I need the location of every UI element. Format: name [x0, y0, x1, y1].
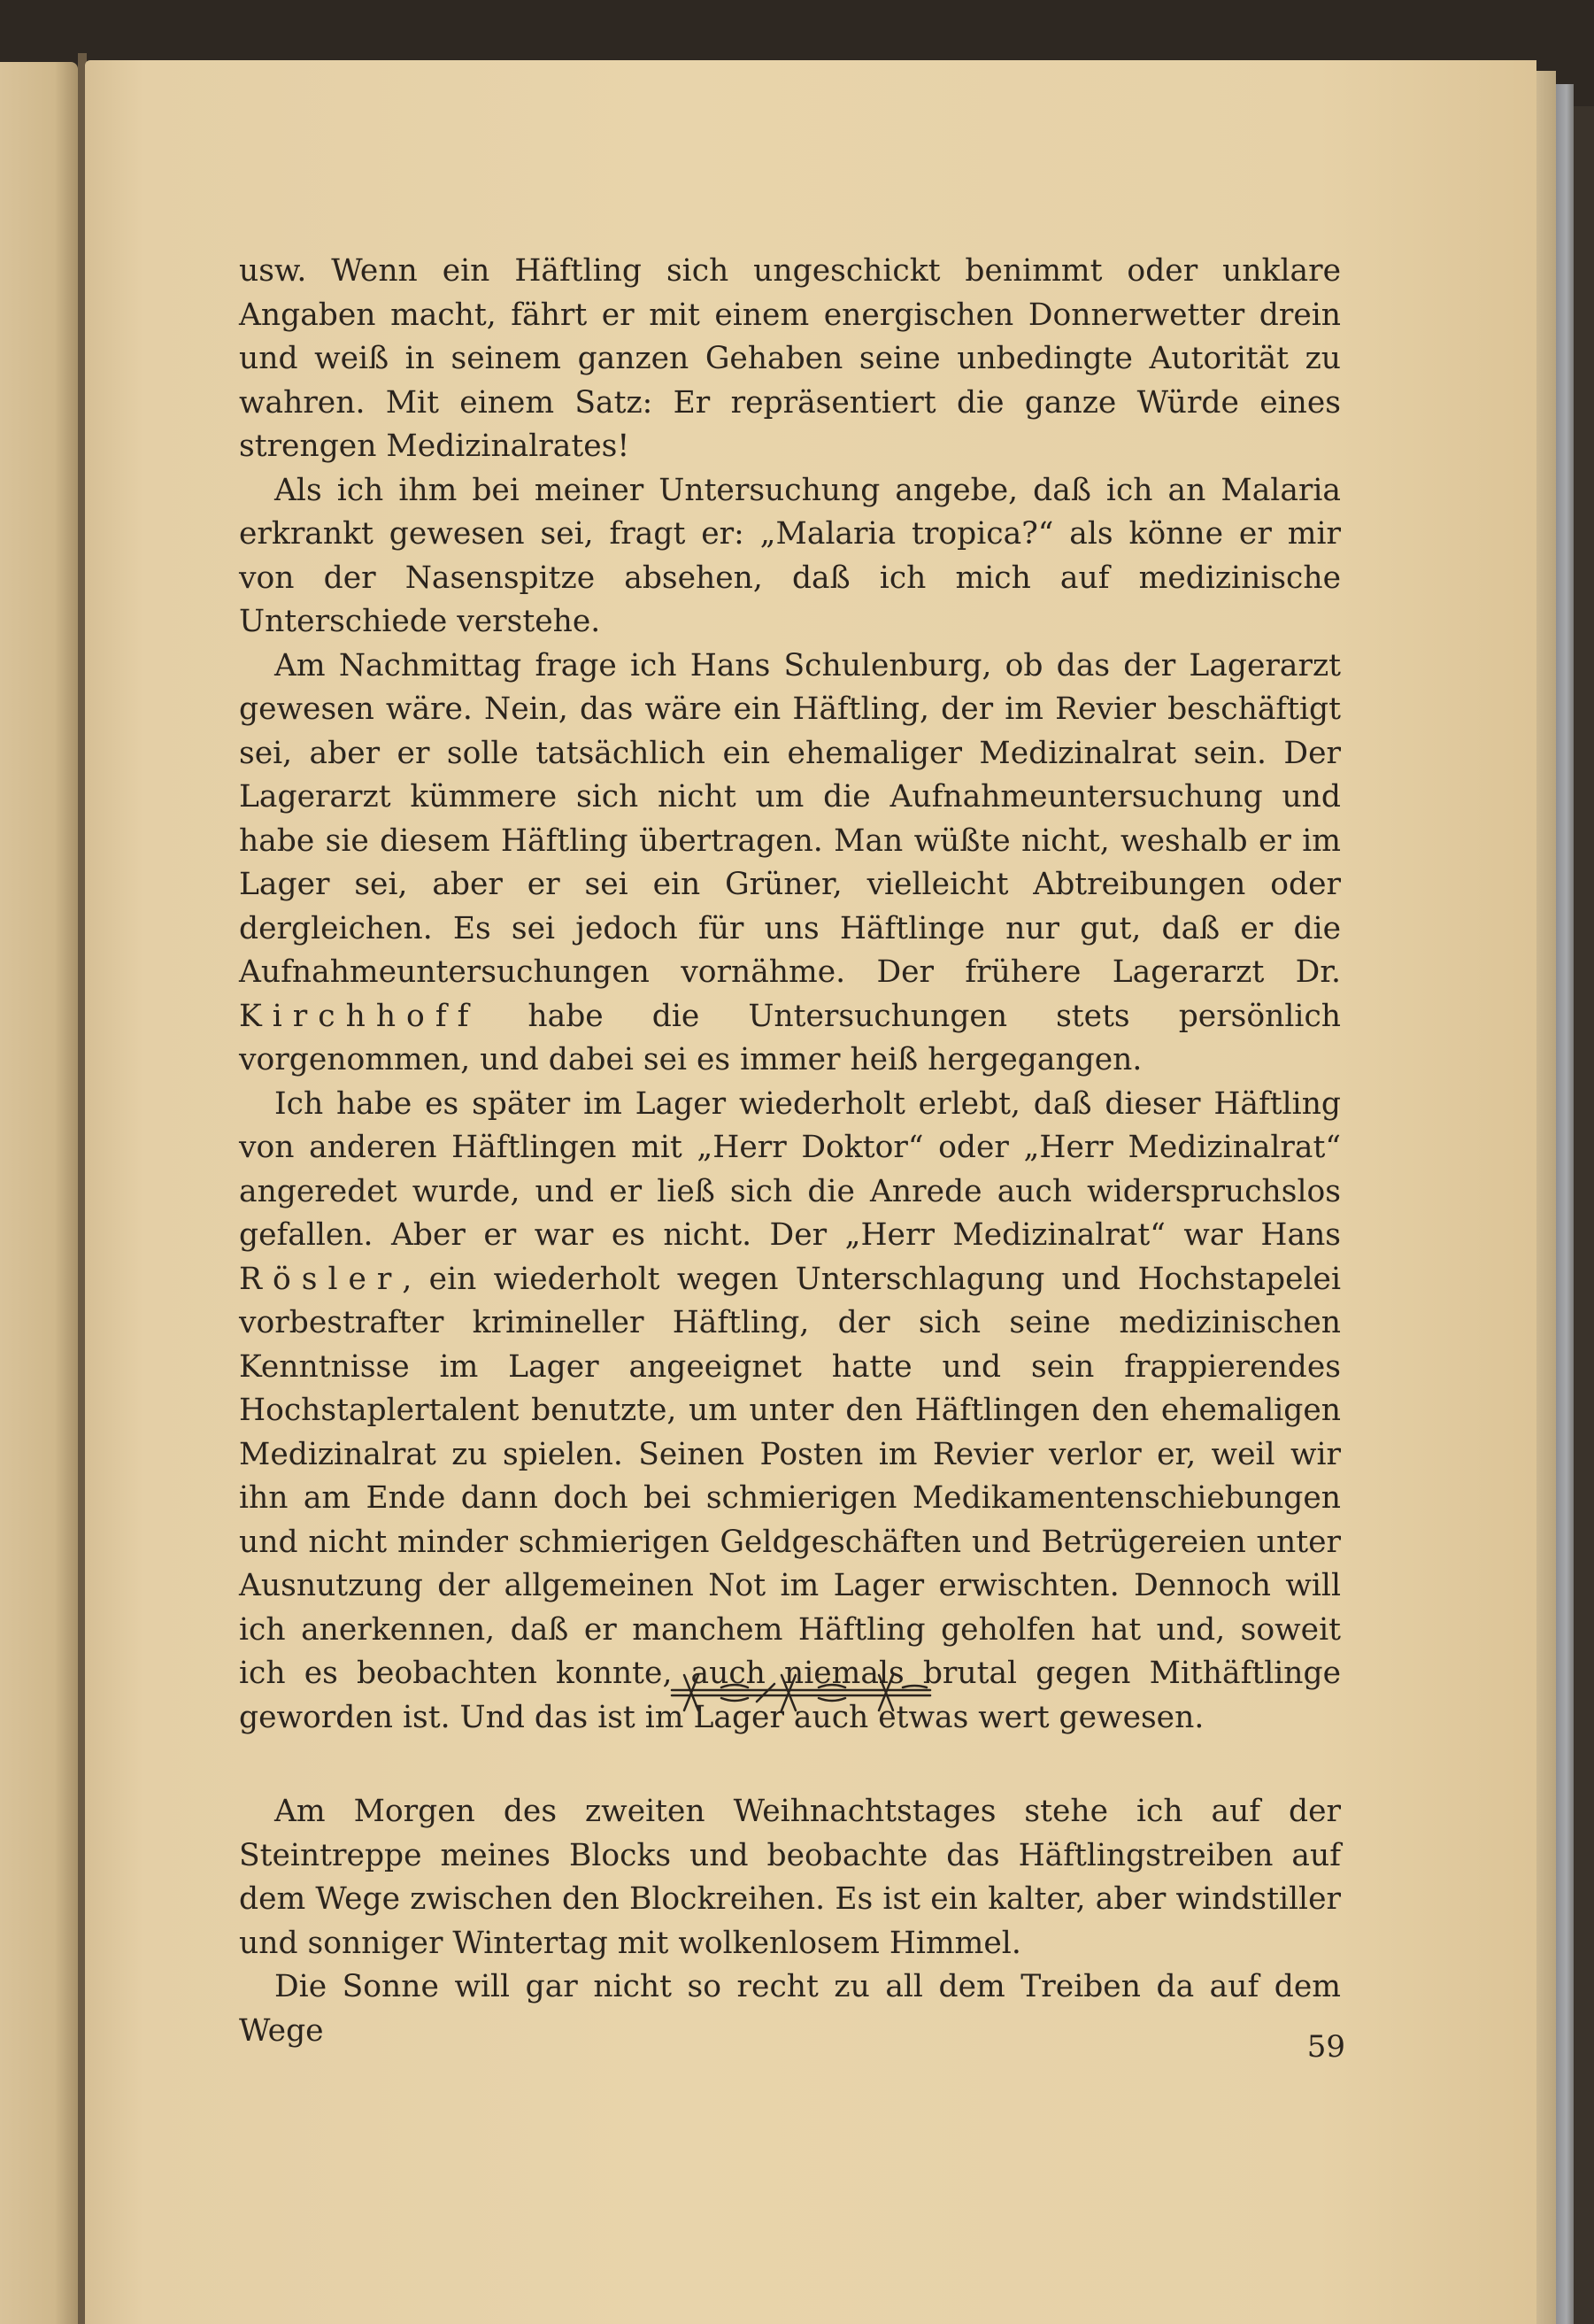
spaced-name: Rösler — [239, 1261, 403, 1297]
body-text-lower — [239, 1790, 1341, 2053]
paragraph-text: , ein wiederholt wegen Unterschlagung und Hochstapelei vorbestrafter krimineller Häftling, der sich seine medizinischen Kenntnisse im Lager angeeignet hatte und sein frappierendes Hochstaplertalent benutzte, um unter den Häftlingen den ehemaligen Medizinalrat zu spielen. Seinen Posten im Revier verlor er, weil wir ihn am Ende dann doch bei schmierigen Medikamentenschiebungen und nicht minder schmierigen Geldgeschäften und Betrügereien unter Ausnutzung der allgemeinen Not im Lager erwischten. Dennoch will ich anerkennen, daß er manchem Häftling geholfen hat und, soweit ich es beobachten konnte, auch niemals brutal gegen Mithäftlinge geworden ist. Und das ist im Lager auch etwas wert gewesen. — [239, 1261, 1341, 1735]
page-edge — [1536, 71, 1556, 2324]
paragraph — [239, 645, 1341, 1083]
paragraph-text: Am Nachmittag frage ich Hans Schulenburg, ob das der Lagerarzt gewesen wäre. Nein, das wäre ein Häftling, der im Revier beschäftigt sei, aber er solle tatsächlich ein ehemaliger Medizinalrat sein. Der Lagerarzt kümmere sich nicht um die Aufnahmeuntersuchung und habe sie diesem Häftling übertragen. Man wüßte nicht, weshalb er im Lager sei, aber er sei ein Grüner, vielleicht Abtreibungen oder dergleichen. Es sei jedoch für uns Häftlinge nur gut, daß er die Aufnahmeuntersuchungen vornähme. Der frühere Lagerarzt Dr. — [239, 647, 1341, 990]
paragraph-text: habe die Untersuchungen stets persönlich vorgenommen, und dabei sei es immer heiß hergegangen. — [239, 998, 1341, 1077]
spaced-name: Kirchhoff — [239, 998, 480, 1034]
paragraph — [239, 250, 1341, 469]
book-cover-edge — [1574, 106, 1594, 2324]
paragraph — [239, 1083, 1341, 1741]
page-stack-edge — [1556, 84, 1574, 2324]
paragraph-text: Als ich ihm bei meiner Untersuchung angebe, daß ich an Malaria erkrankt gewesen sei, fragt er: „Malaria tropica?“ als könne er mir von der Nasenspitze absehen, daß ich mich auf medizinische Unterschiede verstehe. — [239, 472, 1341, 639]
paragraph: Am Morgen des zweiten Weihnachtstages stehe ich auf der Steintreppe meines Blocks und beobachte das Häftlingstreiben auf dem Wege zwischen den Blockreihen. Es ist ein kalter, aber windstiller und sonniger Wintertag mit wolkenlosem Himmel. — [239, 1794, 1341, 1961]
barbed-wire-ornament-icon — [668, 1666, 934, 1719]
paragraph-text: Ich habe es später im Lager wiederholt erlebt, daß dieser Häftling von anderen Häftlingen mit „Herr Doktor“ oder „Herr Medizinalrat“ angeredet wurde, und er ließ sich die Anrede auch widerspruchslos gefallen. Aber er war es nicht. Der „Herr Medizinalrat“ war Hans — [239, 1085, 1341, 1253]
paragraph-text: usw. Wenn ein Häftling sich ungeschickt benimmt oder unklare Angaben macht, fährt er mit einem energischen Donnerwetter drein und weiß in seinem ganzen Gehaben seine unbedingte Autorität zu wahren. Mit einem Satz: Er repräsentiert die ganze Würde eines strengen Medizinalrates! — [239, 253, 1341, 464]
body-text-upper — [239, 250, 1341, 1740]
page-number: 59 — [1306, 2029, 1345, 2065]
paragraph — [239, 469, 1341, 645]
paragraph: Die Sonne will gar nicht so recht zu all dem Treiben da auf dem Wege — [239, 1969, 1341, 2049]
previous-page-edge — [0, 62, 78, 2324]
